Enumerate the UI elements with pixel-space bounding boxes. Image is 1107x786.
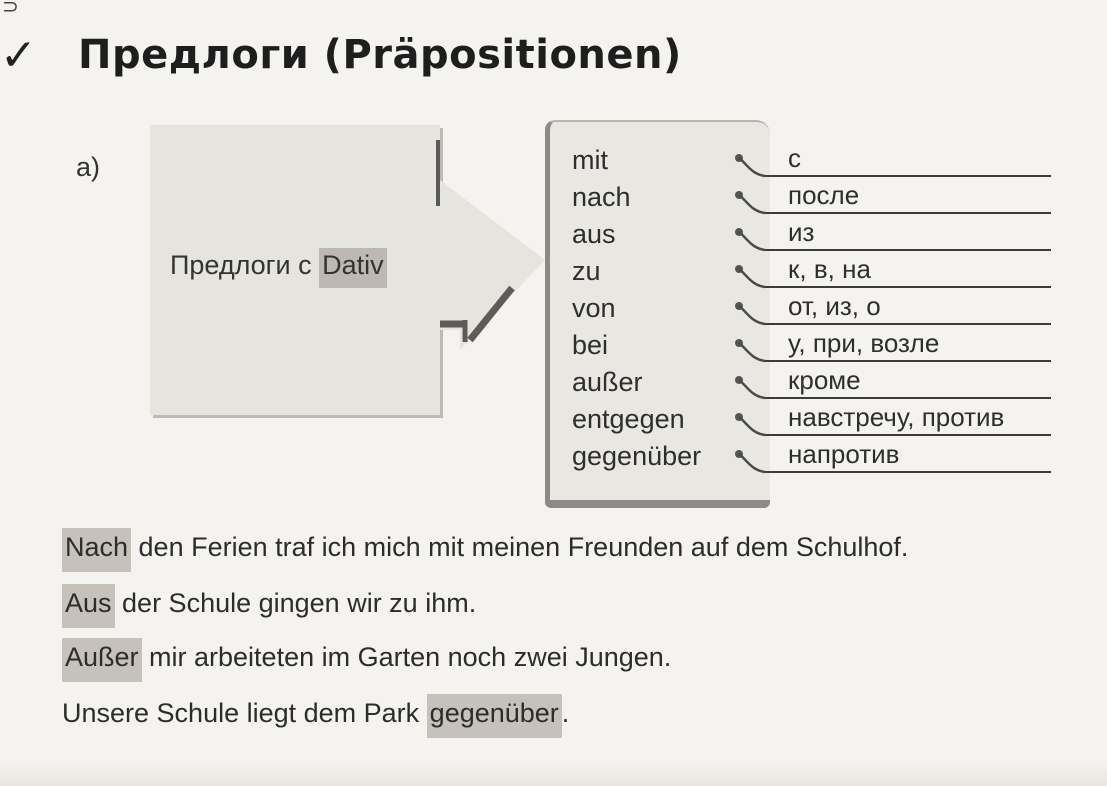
translation-item: у, при, возле — [788, 328, 940, 358]
dativ-box-label — [170, 250, 387, 281]
example-sentence — [62, 532, 908, 563]
sentence-suffix: der Schule gingen wir zu ihm. — [114, 588, 477, 618]
page-bottom-edge — [0, 760, 1107, 786]
preposition-item: bei — [572, 330, 609, 360]
translation-item: от, из, о — [788, 291, 881, 321]
connector-curve — [739, 232, 765, 250]
translation-item: напротив — [788, 439, 900, 469]
sentence-suffix: mir arbeiteten im Garten noch zwei Jungen. — [141, 642, 672, 672]
translation-item: к, в, на — [788, 254, 871, 284]
preposition-item: entgegen — [572, 404, 685, 434]
sentence-prefix: Unsere Schule liegt dem Park — [62, 698, 427, 728]
connector-curve — [739, 380, 765, 398]
preposition-item: außer — [572, 367, 643, 397]
corner-pen-mark: ⊃ — [2, 0, 19, 18]
connector-curve — [739, 158, 765, 176]
page-title: Предлоги (Präpositionen) — [78, 32, 682, 78]
sentence-suffix: . — [561, 698, 570, 728]
example-sentence — [62, 642, 671, 673]
highlighted-preposition: Aus — [62, 584, 115, 628]
translation-list — [788, 140, 1004, 473]
translation-item: с — [788, 143, 801, 173]
preposition-item: von — [572, 293, 616, 323]
highlighted-preposition: gegenüber — [427, 694, 562, 738]
dativ-box-text: Предлоги с — [170, 250, 320, 280]
translation-item: из — [788, 217, 815, 247]
exercise-label: a) — [76, 152, 101, 182]
check-mark-icon: ✓ — [0, 30, 37, 81]
preposition-list — [572, 142, 701, 475]
example-sentence — [62, 698, 569, 729]
connector-curve — [739, 195, 765, 213]
preposition-item: nach — [572, 182, 631, 212]
highlighted-preposition: Außer — [62, 638, 142, 682]
dativ-highlight: Dativ — [319, 248, 387, 288]
preposition-item: zu — [572, 256, 601, 286]
translation-item: кроме — [788, 365, 861, 395]
example-sentence — [62, 588, 476, 619]
preposition-item: aus — [572, 219, 616, 249]
translation-item: навстречу, против — [788, 402, 1005, 432]
preposition-item: mit — [572, 145, 608, 175]
connector-curve — [739, 343, 765, 361]
connector-curve — [739, 454, 765, 472]
connector-curve — [739, 269, 765, 287]
connector-curve — [739, 306, 765, 324]
preposition-item: gegenüber — [572, 441, 702, 471]
highlighted-preposition: Nach — [62, 528, 131, 572]
translation-item: после — [788, 180, 860, 210]
sentence-suffix: den Ferien traf ich mich mit meinen Freunden auf dem Schulhof. — [131, 532, 909, 562]
connector-curve — [739, 417, 765, 435]
arrow-icon — [400, 180, 550, 360]
